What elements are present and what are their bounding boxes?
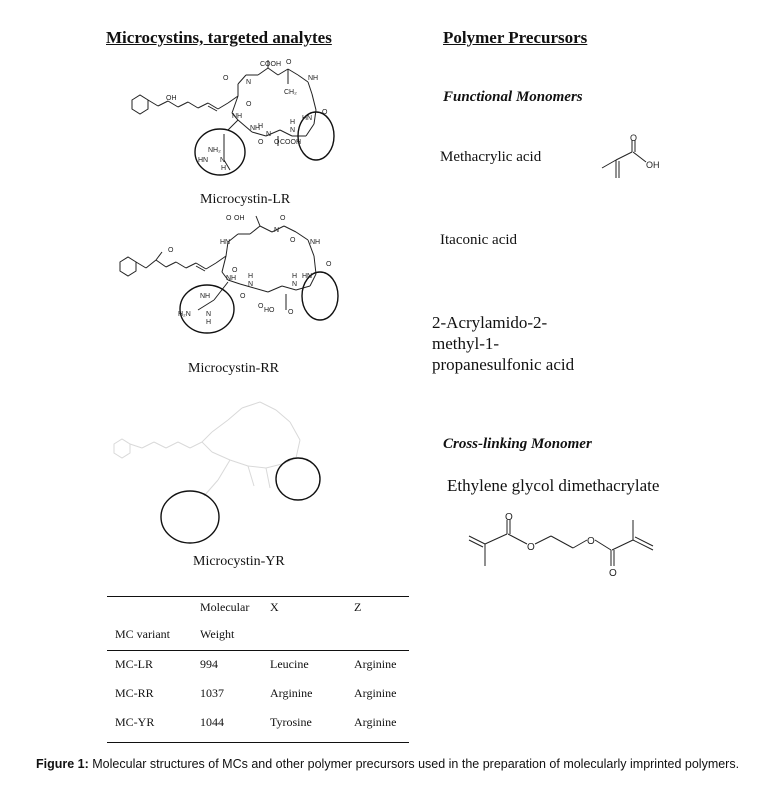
amps-label-line1: 2-Acrylamido-2- [432, 313, 548, 332]
egdma-atom: O [609, 568, 617, 579]
table-row [107, 679, 409, 708]
mclr-atom: O [258, 139, 264, 146]
figure-caption-text: Molecular structures of MCs and other polymer precursors used in the preparation of molecularly imprinted polymers. [88, 757, 740, 771]
mcrr-atom: OH [234, 215, 245, 222]
mclr-atom: CH₂ [284, 89, 297, 96]
x-cell: Leucine [270, 657, 309, 671]
mcrr-atom: O [258, 303, 264, 310]
mclr-atom: NH [232, 113, 243, 120]
mcrr-atom: O [168, 247, 174, 254]
egdma-atom: O [505, 512, 513, 523]
left-heading: Microcystins, targeted analytes [106, 28, 332, 47]
mclr-atom: NH [308, 75, 319, 82]
microcystin-rr-structure [110, 212, 350, 344]
z-cell: Arginine [354, 686, 397, 700]
amps-label-line3: propanesulfonic acid [432, 355, 575, 374]
x-cell: Tyrosine [270, 715, 312, 729]
methacrylic-atom: OH [646, 160, 660, 170]
mcrr-atom: NH [200, 293, 211, 300]
mcrr-atom: N [274, 227, 280, 234]
mclr-atom: N [266, 131, 272, 138]
mclr-atom: H [221, 165, 227, 172]
header-x: X [270, 600, 279, 614]
mclr-atom: O [246, 101, 252, 108]
mclr-atom: N [290, 127, 296, 134]
mcrr-atom: N [248, 281, 254, 288]
weight-cell: 1037 [200, 686, 224, 700]
weight-cell: 994 [200, 657, 218, 671]
mc-variant-cell: MC-LR [115, 657, 154, 671]
mclr-atom: HN [302, 115, 313, 122]
mcrr-atom: O [326, 261, 332, 268]
egdma-structure [463, 510, 663, 582]
mcrr-atom: NH [226, 275, 237, 282]
mclr-atom: H [258, 123, 264, 130]
z-cell: Arginine [354, 715, 397, 729]
mcrr-atom: O [288, 309, 294, 316]
egdma-atom: O [587, 536, 595, 547]
mc-table-header [107, 596, 409, 650]
microcystin-lr-structure [120, 58, 360, 188]
amps-label-line2: methyl-1- [432, 334, 500, 353]
mcrr-atom: O [290, 237, 296, 244]
microcystin-rr-label: Microcystin-RR [188, 361, 279, 376]
mcrr-atom: HN [220, 239, 231, 246]
mcrr-atom: H [292, 273, 298, 280]
mclr-atom: COOH [260, 61, 281, 68]
mcrr-atom: H₂N [178, 311, 191, 318]
mcrr-atom: HO [264, 307, 275, 314]
mcrr-atom: N [206, 311, 212, 318]
mc-variant-cell: MC-YR [115, 715, 155, 729]
mcrr-atom: O [232, 267, 238, 274]
methacrylic-atom: O [630, 133, 638, 143]
mc-table [107, 650, 409, 737]
mclr-atom: H [290, 119, 296, 126]
header-z: Z [354, 600, 362, 614]
functional-monomers-title: Functional Monomers [443, 89, 583, 105]
microcystin-yr-label: Microcystin-YR [193, 554, 285, 569]
mclr-atom: COOH [280, 139, 301, 146]
right-heading: Polymer Precursors [443, 28, 588, 47]
header-weight-line1: Molecular [200, 600, 250, 614]
mclr-atom: OH [166, 95, 177, 102]
mclr-atom: O [286, 59, 292, 66]
mcrr-atom: O [240, 293, 246, 300]
table-row [107, 650, 409, 679]
mclr-atom: N [246, 79, 252, 86]
mclr-atom: NH [250, 125, 261, 132]
weight-cell: 1044 [200, 715, 224, 729]
mc-table-bottom-rule [107, 742, 409, 743]
microcystin-yr-structure [108, 392, 358, 552]
mcrr-atom: O [280, 215, 286, 222]
mclr-atom: NH₂ [208, 147, 221, 154]
mclr-atom: O [223, 75, 229, 82]
figure-label: Figure 1: [36, 757, 89, 771]
methacrylic-acid-structure [596, 132, 666, 188]
mcrr-atom: O [226, 215, 232, 222]
mclr-atom: O [322, 109, 328, 116]
mcrr-atom: H [206, 319, 212, 326]
mc-variant-cell: MC-RR [115, 686, 154, 700]
egdma-label: Ethylene glycol dimethacrylate [447, 476, 660, 495]
x-cell: Arginine [270, 686, 313, 700]
itaconic-acid-label: Itaconic acid [440, 232, 518, 248]
z-cell: Arginine [354, 657, 397, 671]
header-variant: MC variant [115, 627, 170, 641]
mclr-atom: O [274, 139, 280, 146]
mcrr-atom: NH [310, 239, 321, 246]
mcrr-atom: HN [302, 273, 313, 280]
mcrr-atom: H [248, 273, 254, 280]
figure-caption [36, 757, 739, 771]
egdma-atom: O [527, 542, 535, 553]
crosslinking-monomer-title: Cross-linking Monomer [443, 436, 592, 452]
microcystin-lr-label: Microcystin-LR [200, 192, 291, 207]
mclr-atom: HN [198, 157, 209, 164]
methacrylic-acid-label: Methacrylic acid [440, 149, 542, 165]
mcrr-atom: N [292, 281, 298, 288]
mclr-atom: N [220, 157, 226, 164]
header-weight-line2: Weight [200, 627, 235, 641]
table-row [107, 708, 409, 737]
